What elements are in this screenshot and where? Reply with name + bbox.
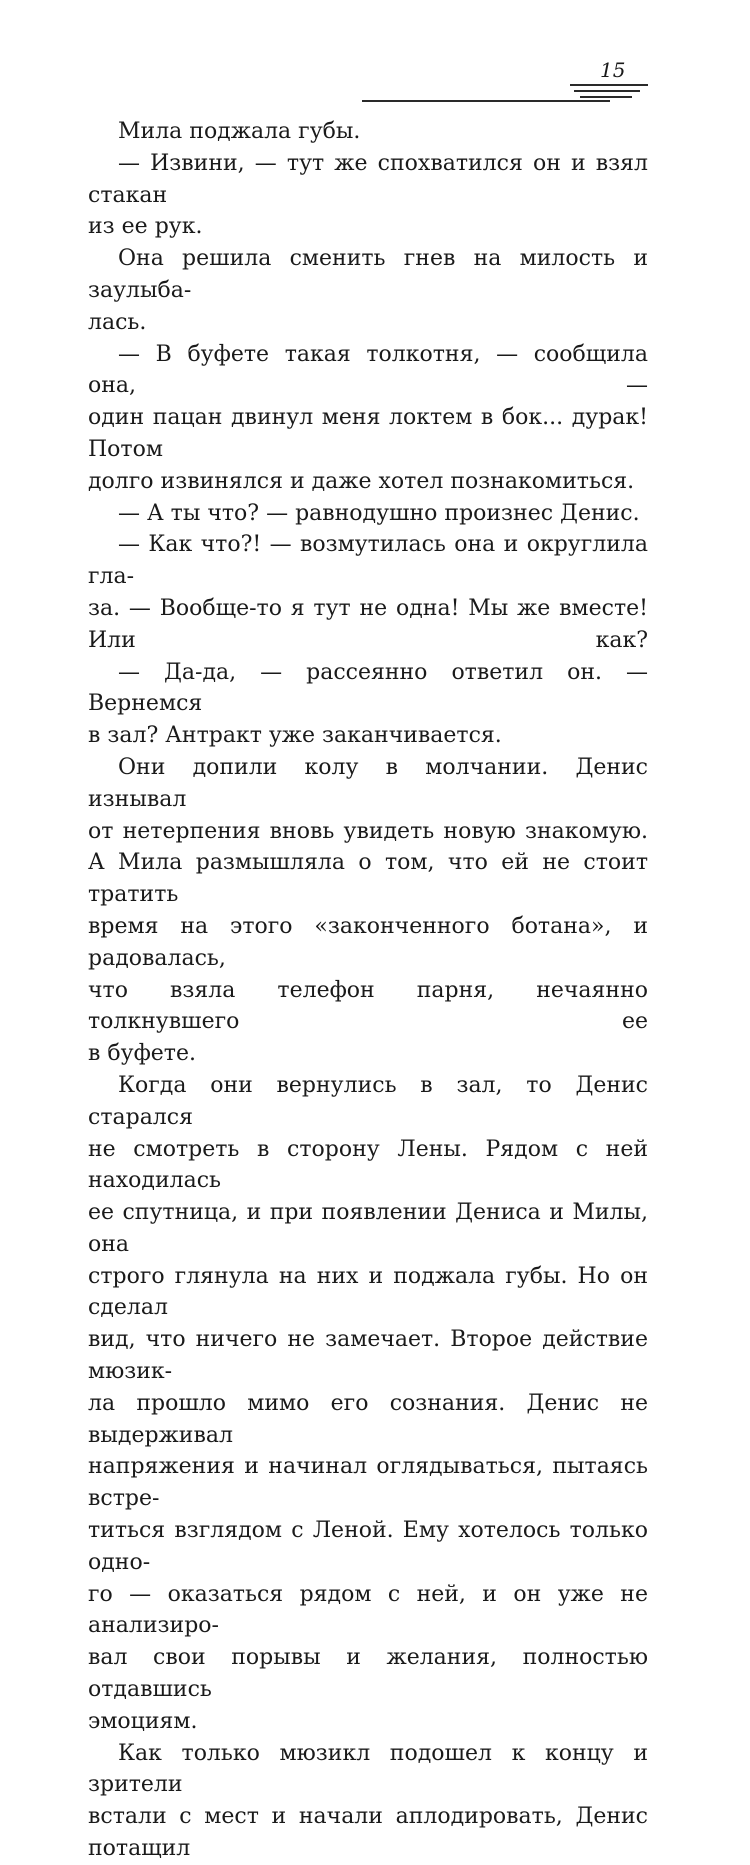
text-line: — Извини, — тут же спохватился он и взял стакан	[88, 150, 648, 208]
text-line: вал свои порывы и желания, полностью отдавшись	[88, 1645, 648, 1703]
text-line: вид, что ничего не замечает. Второе действие мюзик-	[88, 1327, 648, 1385]
header-rule-1	[570, 84, 648, 86]
text-line: — Да-да, — рассеянно ответил он. — Вернемся	[88, 659, 648, 717]
text-line: один пацан двинул меня локтем в бок... дурак! Потом	[88, 405, 648, 462]
header-rule-2	[574, 90, 640, 92]
text-line: не смотреть в сторону Лены. Рядом с ней находилась	[88, 1136, 648, 1194]
header-rule-3	[580, 96, 632, 98]
text-line: эмоциям.	[88, 1708, 198, 1734]
page-number: 15	[600, 58, 626, 82]
text-line: ее спутница, и при появлении Дениса и Милы, она	[88, 1200, 648, 1257]
text-line: лась.	[88, 309, 147, 335]
text-line: строго глянула на них и поджала губы. Но он сделал	[88, 1263, 648, 1321]
text-line: за. — Вообще-то я тут не одна! Мы же вместе! Или как?	[88, 595, 648, 653]
text-line: от нетерпения вновь увидеть новую знакомую.	[88, 818, 648, 844]
text-line: в зал? Антракт уже заканчивается.	[88, 723, 502, 749]
text-line: напряжения и начинал оглядываться, пытаясь встре-	[88, 1454, 648, 1512]
text-line: время на этого «законченного ботана», и радовалась,	[88, 913, 648, 971]
text-line: титься взглядом с Леной. Ему хотелось только одно-	[88, 1518, 648, 1575]
text-line: — В буфете такая толкотня, — сообщила она, —	[88, 341, 648, 399]
text-line: — А ты что? — равнодушно произнес Денис.	[118, 500, 640, 526]
body-text	[88, 116, 648, 1865]
text-line: встали с мест и начали аплодировать, Денис потащил	[88, 1804, 648, 1862]
text-line: А Мила размышляла о том, что ей не стоит тратить	[88, 850, 648, 908]
text-line: из ее рук.	[88, 214, 203, 240]
text-line: Мила поджала губы.	[118, 119, 361, 144]
text-line: Когда они вернулись в зал, то Денис старался	[88, 1072, 648, 1130]
text-line: долго извинялся и даже хотел познакомиться.	[88, 468, 635, 494]
text-line: Она решила сменить гнев на милость и заулыба-	[88, 246, 648, 303]
text-line: Они допили колу в молчании. Денис изнывал	[88, 754, 648, 812]
header-rule-long	[362, 100, 610, 102]
text-line: Как только мюзикл подошел к концу и зрители	[88, 1740, 648, 1798]
text-line: го — оказаться рядом с ней, и он уже не анализиро-	[88, 1581, 648, 1639]
text-line: — Как что?! — возмутилась она и округлила гла-	[88, 532, 648, 590]
text-line: что взяла телефон парня, нечаянно толкнувшего ее	[88, 977, 648, 1035]
text-line: ла прошло мимо его сознания. Денис не выдерживал	[88, 1390, 648, 1448]
text-line: в буфете.	[88, 1041, 196, 1067]
